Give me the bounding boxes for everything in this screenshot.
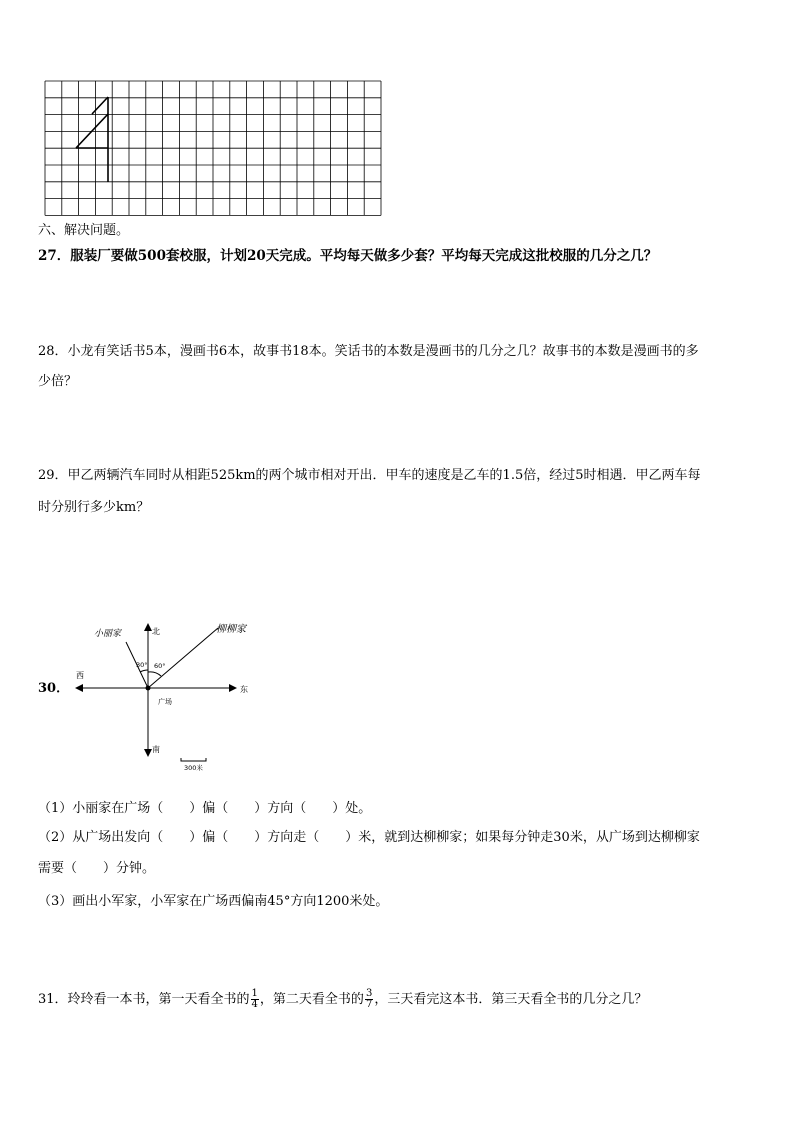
fraction-one-quarter bbox=[251, 989, 259, 1010]
liuliu-home-label: 柳柳家 bbox=[216, 624, 246, 635]
question-29-line1: 29．甲乙两辆汽车同时从相距525km的两个城市相对开出．甲车的速度是乙车的1.5倍，经过5时相遇．甲乙两车每 bbox=[38, 468, 701, 483]
fraction1-numerator: 1 bbox=[251, 988, 258, 999]
question-31-part3: ，三天看完这本书．第三天看全书的几分之几？ bbox=[374, 992, 648, 1007]
question-31-part1: 31．玲玲看一本书，第一天看全书的 bbox=[38, 992, 250, 1007]
west-label: 西 bbox=[76, 671, 84, 680]
section-title: 六、解决问题。 bbox=[38, 223, 130, 238]
question-27: 27．服装厂要做500套校服，计划20天完成。平均每天做多少套？平均每天完成这批校服的几分之几？ bbox=[38, 248, 658, 264]
question-28-line1: 28．小龙有笑话书5本，漫画书6本，故事书18本。笑话书的本数是漫画书的几分之几？故事书的本数是漫画书的多 bbox=[38, 344, 699, 359]
question-30-number: 30． bbox=[38, 681, 70, 696]
question-30-sub2-line1: （2）从广场出发向（ ）偏（ ）方向走（ ）米，就到达柳柳家；如果每分钟走30米，从广场到达柳柳家 bbox=[38, 830, 700, 845]
east-label: 东 bbox=[240, 685, 248, 694]
question-30-sub3: （3）画出小军家，小军家在广场西偏南45°方向1200米处。 bbox=[38, 894, 389, 909]
fraction1-denominator: 4 bbox=[251, 999, 258, 1010]
xiaoli-home-label: 小丽家 bbox=[94, 629, 122, 639]
question-29-line2: 时分别行多少km？ bbox=[38, 500, 150, 515]
south-label: 南 bbox=[152, 745, 160, 754]
angle-30-label: 30° bbox=[136, 661, 148, 669]
fraction-three-sevenths bbox=[365, 989, 373, 1010]
direction-map bbox=[60, 612, 270, 777]
question-30-sub1: （1）小丽家在广场（ ）偏（ ）方向（ ）处。 bbox=[38, 801, 372, 816]
fraction2-numerator: 3 bbox=[365, 988, 373, 999]
fraction2-denominator: 7 bbox=[365, 999, 373, 1010]
question-31 bbox=[38, 988, 647, 1012]
question-31-part2: ，第二天看全书的 bbox=[259, 992, 364, 1007]
north-label: 北 bbox=[152, 627, 160, 636]
question-30-sub2-line2: 需要（ ）分钟。 bbox=[38, 861, 156, 876]
liuliu-direction-line bbox=[148, 628, 218, 688]
center-label: 广场 bbox=[158, 698, 172, 706]
question-28-line2: 少倍？ bbox=[38, 374, 78, 389]
drawing-grid bbox=[44, 80, 384, 216]
angle-60-label: 60° bbox=[154, 662, 166, 670]
scale-label: 300米 bbox=[184, 764, 203, 772]
drawn-figure bbox=[76, 97, 108, 182]
